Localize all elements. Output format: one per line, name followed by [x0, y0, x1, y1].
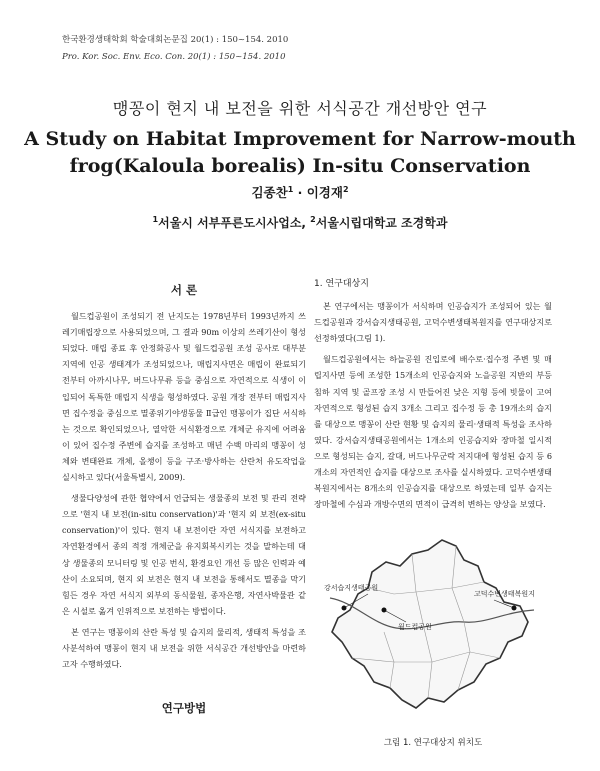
author-superscript: 2: [342, 185, 349, 194]
journal-citation-en: Pro. Kor. Soc. Env. Eco. Con. 20(1) : 150~154. 2010: [62, 52, 286, 62]
study-site-map: [324, 532, 544, 720]
author-name: 이경재: [306, 185, 343, 200]
paper-title-korean: 맹꽁이 현지 내 보전을 위한 서식공간 개선방안 연구: [112, 99, 488, 118]
intro-paragraph: 월드컵공원이 조성되기 전 난지도는 1978년부터 1993년까지 쓰레기매립장으로 사용되었으며, 그 결과 90m 이상의 쓰레기산이 형성되었다. 매립 종료 후 안정화공사 및 월드컵공원 조성 공사로 대부분 지역에 인공 생태계가 조성되었으나, 매립지사면은 매립이 완료되기 전부터 아까시나무, 버드나무류 등을 중심으로 자연적으로 식생이 이입되어 독특한 매립지 식생을 형성하였다. 공원 개장 전부터 매립지사면 집수정을 중심으로 멸종위기야생동물 Ⅱ급인 맹꽁이가 집단 서식하는 것으로 확인되었으나, 열악한 서식환경으로 개체군 유지에 어려움이 있어 집수정 주변에 습지를 조성하고 매년 수백 마리의 맹꽁이 성체와 변태완료 개체, 올챙이 등을 구조·방사하는 산란처 유도작업을 실시하고 있다(서울특별시, 2009).: [62, 311, 306, 483]
author-separator: ·: [293, 185, 307, 200]
journal-header: [62, 32, 288, 66]
left-column: [62, 282, 306, 677]
worldcup-marker: [382, 608, 387, 613]
seoul-map-figure: [324, 532, 544, 720]
study-site-paragraph: 월드컵공원에서는 하늘공원 진입로에 배수로·집수정 주변 및 매립지사면 등에 조성한 15개소의 인공습지와 노을공원 지반의 부등침하 지역 및 골프장 조성 시 만들어진 낮은 지형 등에 빗물이 고여 자연적으로 형성된 습지 3개소 그리고 집수정 등 총 19개소의 습지를 대상으로 맹꽁이 산란 현황 및 습지의 물리·생태적 특성을 조사하였다. 강서습지생태공원에서는 1개소의 인공습지와 장마철 일시적으로 형성되는 습지, 갈대, 버드나무군락 저지대에 형성된 습지 등 6개소의 자연적인 습지를 대상으로 조사를 실시하였다. 고덕수변생태복원지에서는 8개소의 인공습지를 대상으로 하였는데 일부 습지는 장마철에 수심과 개방수면의 면적이 급격히 변하는 양상을 보였다.: [314, 354, 552, 510]
godeok-marker: [512, 606, 517, 611]
intro-heading: 서 론: [170, 283, 198, 297]
affiliation-superscript: 2: [310, 215, 316, 224]
intro-paragraph: 생물다양성에 관한 협약에서 언급되는 생물종의 보전 및 관리 전략으로 '현지 내 보전(in-situ conservation)'과 '현지 외 보전(ex-situ conservation)'이 있다. 현지 내 보전이란 자연 서식지를 보전하고 자연환경에서 종의 적정 개체군을 유지회복시키는 것을 말하는데 대상 생물종의 모니터링 및 인공 번식, 환경요인 개선 등 많은 인력과 예산이 소요되며, 현지 외 보전은 현지 내 보전을 통해서도 멸종을 막기 힘든 경우 자연 서식지 외부의 동식물원, 종자은행, 자연사박물관 같은 시설로 옮겨 인위적으로 보전하는 방법이다.: [62, 493, 306, 616]
affiliation-line: [0, 214, 600, 231]
affiliation-superscript: 1: [152, 215, 159, 224]
gangseo-label: 강서습지생태공원: [324, 584, 379, 592]
title-en-line1: A Study on Habitat Improvement for Narrow-mouth: [24, 128, 576, 150]
title-en-line2: frog(Kaloula borealis) In-situ Conservation: [69, 155, 531, 177]
worldcup-label: 월드컵공원: [398, 623, 432, 631]
author-superscript: 1: [287, 185, 294, 194]
paper-title-english: [0, 126, 600, 180]
godeok-label: 고덕수변생태복원지: [474, 590, 535, 598]
journal-citation-ko: 한국환경생태학회 학술대회논문집 20(1) : 150~154. 2010: [62, 35, 289, 45]
study-site-paragraph: 본 연구에서는 맹꽁이가 서식하며 인공습지가 조성되어 있는 월드컵공원과 강서습지생태공원, 고덕수변생태복원지를 연구대상지로 선정하였다(그림 1).: [314, 301, 552, 344]
gangseo-marker: [342, 606, 347, 611]
author-list: [0, 183, 600, 201]
intro-paragraph: 본 연구는 맹꽁이의 산란 특성 및 습지의 물리적, 생태적 특성을 조사분석하여 맹꽁이 현지 내 보전을 위한 서식공간 개선방안을 마련하고자 수행하였다.: [62, 626, 306, 670]
affiliation-org: 서울시 서부푸른도시사업소,: [158, 216, 311, 230]
right-column: [314, 276, 552, 517]
affiliation-org: 서울시립대학교 조경학과: [315, 216, 448, 230]
author-name: 김종찬: [251, 185, 288, 200]
methods-heading: 연구방법: [161, 701, 207, 715]
study-site-heading: 1. 연구대상지: [314, 279, 369, 289]
figure-caption: 그림 1. 연구대상지 위치도: [383, 738, 483, 748]
